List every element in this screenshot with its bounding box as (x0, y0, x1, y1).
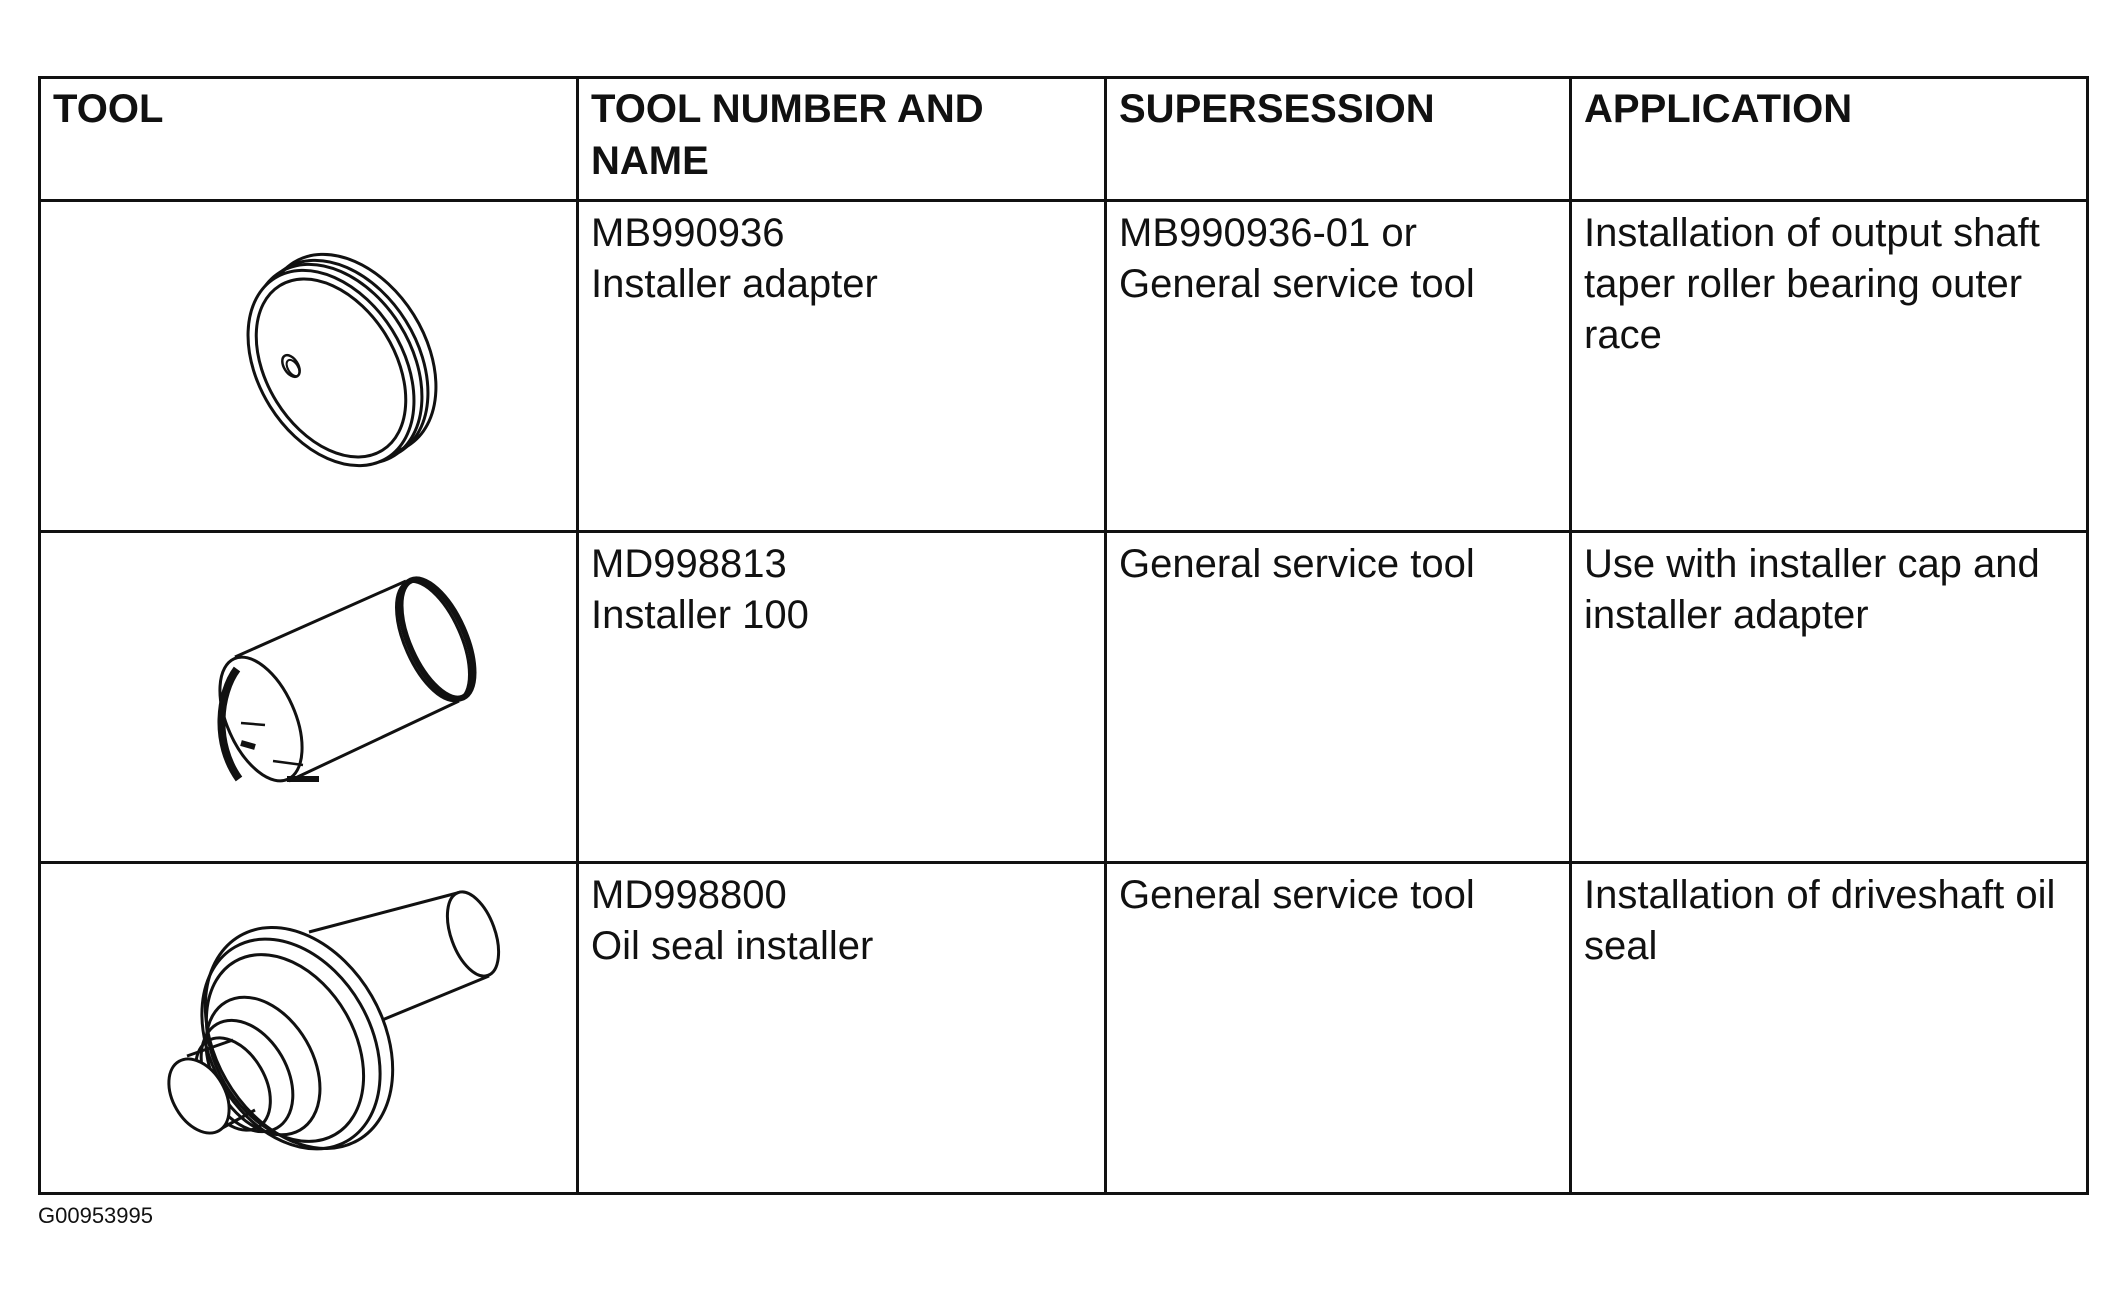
installer-adapter-illustration (41, 202, 576, 530)
application-cell: Installation of output shaft taper roller bearing outer race (1571, 201, 2088, 532)
installer-100-illustration (41, 533, 576, 861)
tool-name: Installer 100 (591, 593, 809, 637)
table-row (40, 201, 2088, 532)
supersession-cell: MB990936-01 or General service tool (1106, 201, 1571, 532)
tool-image-cell (40, 532, 578, 863)
table-row (40, 863, 2088, 1194)
supersession-cell: General service tool (1106, 863, 1571, 1194)
supersession-cell: General service tool (1106, 532, 1571, 863)
table-header-row (40, 78, 2088, 201)
tool-number: MB990936 (591, 211, 785, 255)
table-row (40, 532, 2088, 863)
special-tools-table (38, 76, 2089, 1195)
application-cell: Use with installer cap and installer adapter (1571, 532, 2088, 863)
application-cell: Installation of driveshaft oil seal (1571, 863, 2088, 1194)
header-tool-number-and-name: TOOL NUMBER AND NAME (578, 78, 1106, 201)
tool-number-cell (578, 863, 1106, 1194)
tool-number-cell (578, 201, 1106, 532)
figure-id: G00953995 (38, 1203, 153, 1228)
header-application: APPLICATION (1571, 78, 2088, 201)
header-supersession: SUPERSESSION (1106, 78, 1571, 201)
tool-name: Oil seal installer (591, 924, 874, 968)
tool-name: Installer adapter (591, 262, 878, 306)
tool-number: MD998800 (591, 873, 787, 917)
tool-number: MD998813 (591, 542, 787, 586)
tool-number-cell (578, 532, 1106, 863)
header-tool: TOOL (40, 78, 578, 201)
oil-seal-installer-illustration (41, 864, 576, 1192)
tool-image-cell (40, 201, 578, 532)
tool-image-cell (40, 863, 578, 1194)
